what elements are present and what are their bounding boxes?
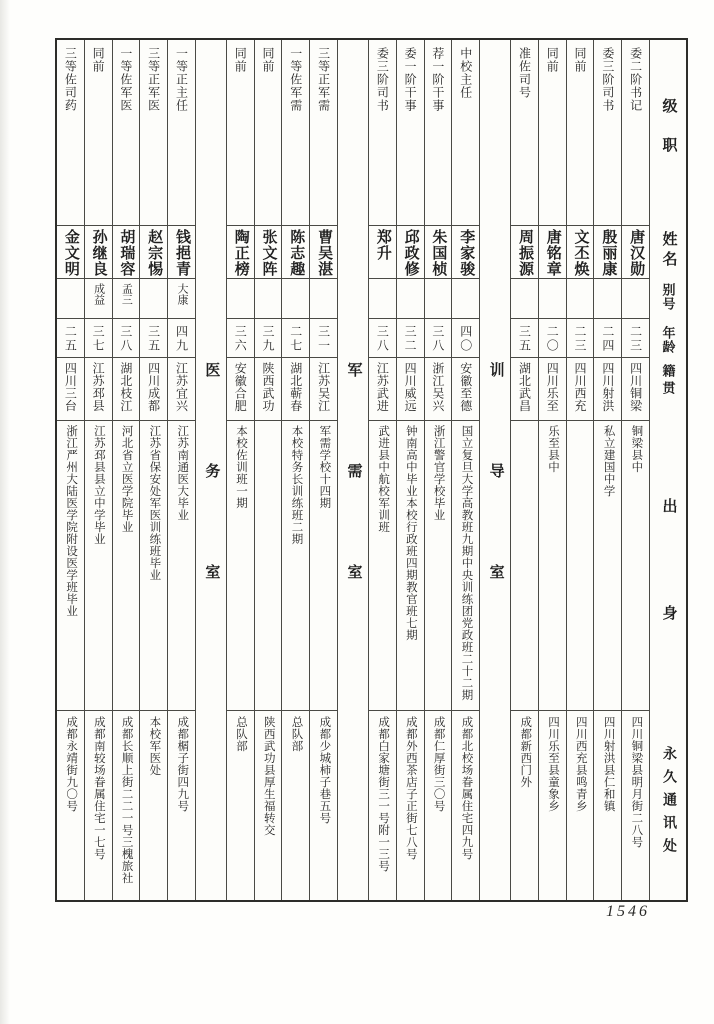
cell-background [85, 420, 112, 710]
cell-age-text: 三二 [403, 325, 418, 353]
cell-name-text: 孙继良 [90, 229, 107, 277]
cell-address-text: 四川射洪县仁和镇 [602, 716, 615, 812]
cell-age-text: 二四 [600, 325, 615, 353]
cell-name-text: 张文阵 [260, 229, 277, 277]
cell-address [168, 710, 195, 900]
cell-native-text: 四川乐至 [545, 362, 560, 412]
cell-background [113, 420, 140, 710]
cell-native [622, 357, 649, 420]
cell-rank [113, 40, 140, 225]
cell-name-text: 陶正榜 [232, 229, 249, 277]
cell-age [539, 318, 566, 357]
cell-age [310, 318, 337, 357]
cell-name-text: 钱挹青 [173, 229, 190, 277]
cell-rank-text: 三等佐司药 [63, 47, 78, 112]
cell-alias [140, 278, 167, 318]
cell-native [425, 357, 452, 420]
cell-age-text: 二七 [288, 325, 303, 353]
cell-background-text: 铜梁县中 [630, 425, 643, 473]
page-number: 1546 [606, 903, 650, 920]
cell-rank [452, 40, 479, 225]
cell-alias [369, 278, 396, 318]
cell-background-text: 本校佐训班一期 [234, 425, 247, 509]
field-header-column [649, 40, 686, 900]
cell-age-text: 三六 [233, 325, 248, 353]
cell-name [85, 225, 112, 278]
header-background-label [650, 498, 686, 712]
cell-age-text: 二五 [63, 325, 78, 353]
cell-name-text: 金文明 [62, 229, 79, 277]
cell-rank [310, 40, 337, 225]
cell-native [310, 357, 337, 420]
cell-name [622, 225, 649, 278]
cell-alias [57, 278, 84, 318]
cell-alias [425, 278, 452, 318]
section-title [480, 362, 510, 665]
cell-rank [539, 40, 566, 225]
field-header-wrap [650, 40, 686, 900]
person-column-4 [538, 40, 566, 900]
cell-name [168, 225, 195, 278]
cell-name-text: 朱国桢 [430, 229, 447, 277]
cell-native [168, 357, 195, 420]
cell-background [425, 420, 452, 710]
header-age-text: 年龄 [660, 326, 676, 354]
cell-background [57, 420, 84, 710]
cell-native-text: 江苏武进 [375, 362, 390, 412]
cell-native [567, 357, 594, 420]
person-column-9 [368, 40, 396, 900]
header-address-text: 永久通讯处 [661, 746, 676, 861]
cell-background [168, 420, 195, 710]
cell-address-text: 陕西武功县厚生福转交 [262, 716, 275, 836]
cell-background-text: 江苏省保安处军医训练班毕业 [148, 425, 161, 581]
cell-rank [57, 40, 84, 225]
cell-rank-text: 委三阶司书 [600, 47, 615, 112]
cell-age [85, 318, 112, 357]
cell-name [567, 225, 594, 278]
cell-name [425, 225, 452, 278]
cell-background-text: 浙江警官学校毕业 [432, 425, 445, 521]
cell-native [397, 357, 424, 420]
cell-background-text: 私立建国中学 [602, 425, 615, 497]
header-age-label [650, 326, 686, 354]
cell-background [140, 420, 167, 710]
cell-native [539, 357, 566, 420]
cell-address [113, 710, 140, 900]
cell-background [227, 420, 254, 710]
header-name-text: 姓名 [660, 231, 677, 271]
section-title [196, 362, 226, 665]
cell-age-text: 三七 [91, 325, 106, 353]
cell-alias [168, 278, 195, 318]
cell-background [397, 420, 424, 710]
cell-address-text: 四川乐至县童象乡 [547, 716, 560, 812]
cell-name [227, 225, 254, 278]
person-column-5 [510, 40, 538, 900]
cell-native-text: 四川三台 [63, 362, 78, 412]
section-title-text: 训导室 [487, 362, 504, 665]
cell-rank [369, 40, 396, 225]
personnel-roster-table [55, 38, 688, 902]
cell-address [140, 710, 167, 900]
cell-native-text: 湖北武昌 [517, 362, 532, 412]
cell-native-text: 安徽至德 [458, 362, 473, 412]
cell-age [369, 318, 396, 357]
cell-address [511, 710, 538, 900]
cell-name-text: 周振源 [516, 229, 533, 277]
header-rank-text: 级职 [660, 98, 677, 176]
section-column-3 [195, 40, 226, 900]
cell-alias [282, 278, 309, 318]
cell-age-text: 三五 [517, 325, 532, 353]
cell-name-text: 陈志趣 [288, 229, 305, 277]
person-column-14 [167, 40, 195, 900]
cell-native-text: 浙江吴兴 [430, 362, 445, 412]
cell-rank-text: 一等佐军医 [118, 47, 133, 112]
cell-rank-text: 准佐司号 [517, 47, 532, 99]
cell-address-text: 成都白家塘街三一号附一三号 [377, 716, 390, 872]
cell-alias [539, 278, 566, 318]
person-column-2 [593, 40, 621, 900]
cell-address-text: 总队部 [290, 716, 303, 752]
cell-rank [594, 40, 621, 225]
cell-background-text: 江苏邳县县立中学毕业 [92, 425, 105, 545]
cell-native [227, 357, 254, 420]
cell-native [140, 357, 167, 420]
person-column-15 [139, 40, 167, 900]
cell-rank [255, 40, 282, 225]
cell-rank [397, 40, 424, 225]
cell-native-text: 湖北蕲春 [288, 362, 303, 412]
cell-native-text: 安徽合肥 [233, 362, 248, 412]
header-native-text: 籍贯 [660, 364, 676, 398]
cell-rank-text: 委三阶司书 [375, 47, 390, 112]
cell-rank-text: 同前 [545, 47, 560, 73]
cell-alias [622, 278, 649, 318]
cell-background-text: 乐至县中 [547, 425, 560, 473]
cell-rank-text: 委一阶干事 [403, 47, 418, 112]
cell-age [255, 318, 282, 357]
cell-age [113, 318, 140, 357]
cell-address [452, 710, 479, 900]
section-column-2 [337, 40, 368, 900]
cell-rank [511, 40, 538, 225]
cell-background [255, 420, 282, 710]
cell-age-text: 二三 [573, 325, 588, 353]
cell-address-text: 本校军医处 [148, 716, 161, 776]
cell-address [567, 710, 594, 900]
cell-age-text: 四九 [174, 325, 189, 353]
cell-age-text: 三五 [146, 325, 161, 353]
cell-address [369, 710, 396, 900]
cell-name [511, 225, 538, 278]
person-column-3 [566, 40, 594, 900]
cell-native-text: 四川成都 [146, 362, 161, 412]
cell-name-text: 胡瑞容 [118, 229, 135, 277]
cell-address-text: 成都新西门外 [519, 716, 532, 788]
cell-age-text: 二三 [628, 325, 643, 353]
cell-name [57, 225, 84, 278]
cell-age-text: 二〇 [545, 325, 560, 353]
cell-name-text: 唐汉勋 [628, 229, 645, 277]
cell-background [369, 420, 396, 710]
cell-address [57, 710, 84, 900]
cell-name-text: 邱政修 [402, 229, 419, 277]
cell-background [282, 420, 309, 710]
cell-address-text: 成都外西茶店子正街七八号 [404, 716, 417, 860]
cell-rank-text: 委二阶书记 [628, 47, 643, 112]
cell-native-text: 四川铜梁 [628, 362, 643, 412]
cell-name [594, 225, 621, 278]
cell-name-text: 曹吴湛 [316, 229, 333, 277]
cell-background-text: 军需学校十四期 [318, 425, 331, 509]
cell-native-text: 四川射洪 [600, 362, 615, 412]
cell-background [594, 420, 621, 710]
cell-rank-text: 三等正军医 [146, 47, 161, 112]
cell-address-text: 成都永靖街九〇号 [65, 716, 78, 812]
header-address-label [650, 746, 686, 861]
cell-alias-text: 成益 [92, 283, 105, 305]
person-column-8 [396, 40, 424, 900]
cell-rank [282, 40, 309, 225]
cell-native-text: 江苏邳县 [91, 362, 106, 412]
cell-alias [397, 278, 424, 318]
cell-address [85, 710, 112, 900]
cell-alias [511, 278, 538, 318]
header-rank-label [650, 98, 686, 176]
person-column-10 [309, 40, 337, 900]
cell-native [113, 357, 140, 420]
cell-address-text: 成都仁厚街三〇号 [432, 716, 445, 812]
cell-name [113, 225, 140, 278]
cell-background-text: 浙江严州大陆医学院附设医学班毕业 [65, 425, 78, 617]
cell-background [567, 420, 594, 710]
cell-background-text: 江苏南通医大毕业 [176, 425, 189, 521]
cell-rank [622, 40, 649, 225]
header-background-text: 出身 [660, 498, 677, 712]
cell-native [57, 357, 84, 420]
cell-native [452, 357, 479, 420]
cell-age [511, 318, 538, 357]
cell-name [255, 225, 282, 278]
cell-address-text: 成都长顺上街二二一号三槐旅社 [120, 716, 133, 884]
cell-background-text: 河北省立医学院毕业 [120, 425, 133, 533]
header-name-label [650, 231, 686, 271]
cell-rank-text: 同前 [91, 47, 106, 73]
cell-alias [227, 278, 254, 318]
cell-rank-text: 同前 [233, 47, 248, 73]
cell-background-text: 武进县中航校军训班 [377, 425, 390, 533]
cell-age [452, 318, 479, 357]
person-column-7 [424, 40, 452, 900]
cell-age [168, 318, 195, 357]
cell-native-text: 四川威远 [403, 362, 418, 412]
cell-name [539, 225, 566, 278]
cell-native-text: 四川西充 [573, 362, 588, 412]
cell-name [397, 225, 424, 278]
cell-native [282, 357, 309, 420]
cell-age [397, 318, 424, 357]
cell-name-text: 殷丽康 [600, 229, 617, 277]
cell-rank-text: 同前 [573, 47, 588, 73]
section-title-text: 医务室 [203, 362, 220, 665]
cell-name-text: 赵宗惕 [146, 229, 163, 277]
section-title [338, 362, 368, 665]
cell-native-text: 江苏吴江 [316, 362, 331, 412]
header-alias-label [650, 283, 686, 311]
cell-name-text: 文丕焕 [572, 229, 589, 277]
cell-native [369, 357, 396, 420]
cell-background-text: 钟南高中毕业本校行政班四期教官班七期 [404, 425, 417, 641]
cell-native [85, 357, 112, 420]
cell-rank-text: 同前 [261, 47, 276, 73]
person-column-16 [112, 40, 140, 900]
cell-address-text: 总队部 [234, 716, 247, 752]
cell-native [511, 357, 538, 420]
person-column-17 [84, 40, 112, 900]
cell-alias [594, 278, 621, 318]
person-column-13 [226, 40, 254, 900]
person-column-11 [281, 40, 309, 900]
cell-age [594, 318, 621, 357]
cell-address [539, 710, 566, 900]
person-column-18 [57, 40, 84, 900]
cell-alias [452, 278, 479, 318]
cell-background [511, 420, 538, 710]
cell-address-text: 四川西充县鸣青乡 [574, 716, 587, 812]
cell-address [310, 710, 337, 900]
cell-alias-text: 大康 [175, 283, 188, 305]
cell-address [425, 710, 452, 900]
cell-address [255, 710, 282, 900]
cell-name-text: 唐铭章 [544, 229, 561, 277]
person-column-1 [621, 40, 649, 900]
cell-age [425, 318, 452, 357]
cell-rank [425, 40, 452, 225]
scan-edge-shadow [0, 0, 10, 1024]
cell-name-text: 李家骏 [458, 229, 475, 277]
cell-address-text: 四川铜梁县明月街二八号 [630, 716, 643, 848]
cell-native-text: 江苏宜兴 [174, 362, 189, 412]
cell-background [539, 420, 566, 710]
cell-address [622, 710, 649, 900]
cell-name [310, 225, 337, 278]
cell-age-text: 三一 [316, 325, 331, 353]
cell-age [227, 318, 254, 357]
cell-address [227, 710, 254, 900]
cell-address-text: 成都榍子街四九号 [176, 716, 189, 812]
cell-alias [113, 278, 140, 318]
cell-background-text: 本校特务长训练班二期 [290, 425, 303, 545]
cell-rank-text: 中校主任 [458, 47, 473, 99]
cell-rank-text: 一等佐军需 [288, 47, 303, 112]
cell-rank-text: 三等正军需 [316, 47, 331, 112]
cell-age-text: 三八 [375, 325, 390, 353]
cell-native [255, 357, 282, 420]
cell-background-text: 国立复旦大学高教班九期中央训练团党政班二十二期 [460, 425, 473, 701]
cell-address-text: 成都少城柿子巷五号 [318, 716, 331, 824]
cell-rank [168, 40, 195, 225]
cell-age-text: 三八 [118, 325, 133, 353]
cell-address [594, 710, 621, 900]
cell-age [282, 318, 309, 357]
cell-name [369, 225, 396, 278]
header-native-label [650, 364, 686, 398]
cell-age [622, 318, 649, 357]
cell-background [452, 420, 479, 710]
cell-address-text: 成都南较场眷属住宅一七号 [92, 716, 105, 860]
cell-age [140, 318, 167, 357]
header-alias-text: 别号 [660, 283, 676, 311]
cell-native [594, 357, 621, 420]
cell-alias [310, 278, 337, 318]
cell-name [452, 225, 479, 278]
cell-rank-text: 荐一阶干事 [430, 47, 445, 112]
cell-age-text: 三八 [430, 325, 445, 353]
cell-age [57, 318, 84, 357]
cell-native-text: 陕西武功 [261, 362, 276, 412]
cell-alias [85, 278, 112, 318]
cell-background [622, 420, 649, 710]
cell-rank [567, 40, 594, 225]
cell-name-text: 郑升 [374, 229, 391, 261]
cell-name [282, 225, 309, 278]
cell-rank [140, 40, 167, 225]
cell-alias [567, 278, 594, 318]
cell-age-text: 四〇 [458, 325, 473, 353]
cell-address [397, 710, 424, 900]
cell-age [567, 318, 594, 357]
section-column-1 [479, 40, 510, 900]
cell-rank-text: 一等正主任 [174, 47, 189, 112]
cell-native-text: 湖北枝江 [118, 362, 133, 412]
person-column-12 [254, 40, 282, 900]
cell-alias-text: 孟三 [120, 283, 133, 305]
cell-address-text: 成都北校场眷属住宅四九号 [460, 716, 473, 860]
cell-address [282, 710, 309, 900]
section-title-text: 军需室 [345, 362, 362, 665]
cell-rank [85, 40, 112, 225]
cell-name [140, 225, 167, 278]
cell-background [310, 420, 337, 710]
person-column-6 [451, 40, 479, 900]
cell-alias [255, 278, 282, 318]
cell-age-text: 三九 [261, 325, 276, 353]
cell-rank [227, 40, 254, 225]
